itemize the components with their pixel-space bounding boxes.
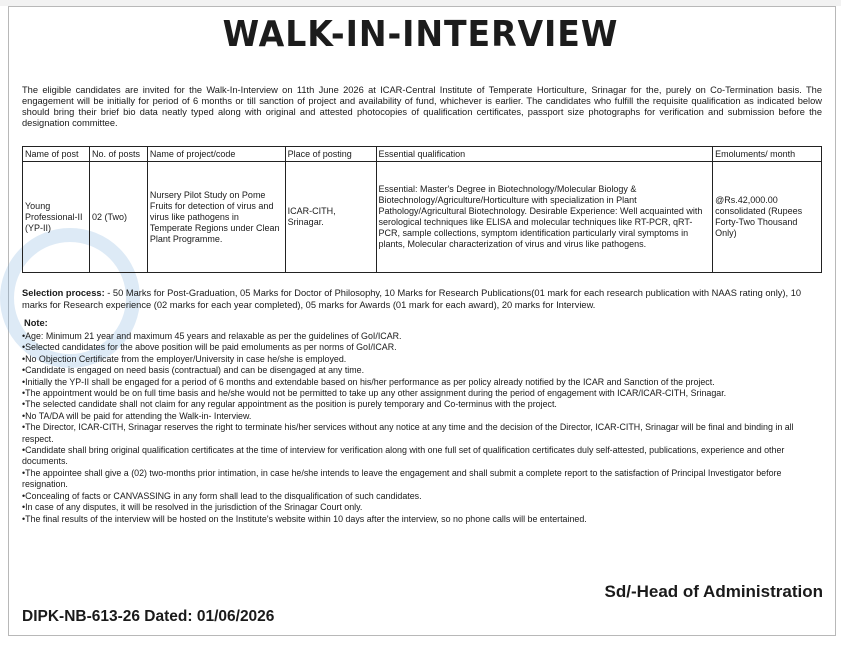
header-project: Name of project/code xyxy=(147,147,285,162)
header-emoluments: Emoluments/ month xyxy=(713,147,822,162)
note-label: Note: xyxy=(24,318,48,328)
header-place: Place of posting xyxy=(285,147,376,162)
page-title: WALK-IN-INTERVIEW xyxy=(222,14,619,55)
selection-text: - 50 Marks for Post-Graduation, 05 Marks for Doctor of Philosophy, 10 Marks for Research Publications(01 mark for each research publication with NAAS rating only), 10 marks for Research experience (02 marks for each year completed), 05 marks for Awards (01 mark for each award), 20 marks for Interview. xyxy=(22,288,802,310)
reference-number: DIPK-NB-613-26 Dated: 01/06/2026 xyxy=(22,608,275,625)
list-item: • Selected candidates for the above position will be paid emoluments as per norms of GoI/ICAR. xyxy=(22,342,824,353)
list-item: • Age: Minimum 21 year and maximum 45 years and relaxable as per the guidelines of GoI/ICAR. xyxy=(22,331,824,342)
list-item: • The Director, ICAR-CITH, Srinagar reserves the right to terminate his/her services without any notice at any time and the decision of the Director, ICAR-CITH, Srinagar will be final and binding in all respect. xyxy=(22,422,824,445)
list-item: • In case of any disputes, it will be resolved in the jurisdiction of the Srinagar Court only. xyxy=(22,502,824,513)
signature: Sd/-Head of Administration xyxy=(604,582,823,601)
list-item: • The appointee shall give a (02) two-months prior intimation, in case he/she intends to leave the engagement and shall submit a complete report to the satisfaction of Principal Investigator before resignation. xyxy=(22,468,824,491)
header-qualification: Essential qualification xyxy=(376,147,713,162)
list-item: • Candidate shall bring original qualification certificates at the time of interview for verification along with one full set of qualification certificates duly self-attested, publications, experience and other documents. xyxy=(22,445,824,468)
table-row xyxy=(23,162,822,273)
list-item: • Initially the YP-II shall be engaged for a period of 6 months and extendable based on his/her performance as per policy already notified by the ICAR and Sanction of the project. xyxy=(22,377,824,388)
cell-emoluments: @Rs.42,000.00 consolidated (Rupees Forty-Two Thousand Only) xyxy=(713,162,822,273)
notes-list xyxy=(22,331,824,525)
header-name-of-post: Name of post xyxy=(23,147,90,162)
list-item: • Candidate is engaged on need basis (contractual) and can be disengaged at any time. xyxy=(22,365,824,376)
list-item: • The selected candidate shall not claim for any regular appointment as the position is purely temporary and Co-terminus with the project. xyxy=(22,399,824,410)
posts-table xyxy=(22,146,822,273)
list-item: • The appointment would be on full time basis and he/she would not be permitted to take up any other assignment during the period of engagement with ICAR/ICAR-CITH, Srinagar. xyxy=(22,388,824,399)
intro-paragraph: The eligible candidates are invited for the Walk-In-Interview on 11th June 2026 at ICAR-Central Institute of Temperate Horticulture, Srinagar for the, purely on Co-Termination basis. The engagement will be initially for period of 6 months or till sanction of project and availability of fund, whichever is earlier. The candidates who fulfill the requisite qualification as indicated below should bring their brief bio data neatly typed along with original and attested photocopies of qualification certificates, passport size photographs for verification and submission before the designation committee. xyxy=(22,85,822,128)
header-no-of-posts: No. of posts xyxy=(89,147,147,162)
list-item: • The final results of the interview will be hosted on the Institute's website within 10 days after the interview, so no phone calls will be entertained. xyxy=(22,514,824,525)
cell-place: ICAR-CITH, Srinagar. xyxy=(285,162,376,273)
cell-qualification: Essential: Master's Degree in Biotechnology/Molecular Biology & Biotechnology/Agriculture/Horticulture with specialization in Plant Pathology/Agricultural Biotechnology. Desirable Experience: Well acquainted with serological techniques like ELISA and molecular techniques like RT-PCR, qRT-PCR, sample collections, symptom identification particularly viral symptoms in plants, Molecular characterization of virus and virus like pathogens. xyxy=(376,162,713,273)
list-item: • No Objection Certificate from the employer/University in case he/she is employed. xyxy=(22,354,824,365)
selection-process xyxy=(22,287,822,311)
list-item: • No TA/DA will be paid for attending the Walk-in- Interview. xyxy=(22,411,824,422)
cell-posts-count: 02 (Two) xyxy=(89,162,147,273)
selection-label: Selection process: xyxy=(22,288,105,298)
cell-post: Young Professional-II (YP-II) xyxy=(23,162,90,273)
cell-project: Nursery Pilot Study on Pome Fruits for detection of virus and virus like pathogens in Temperate Regions under Clean Plant Programme. xyxy=(147,162,285,273)
list-item: • Concealing of facts or CANVASSING in any form shall lead to the disqualification of such candidates. xyxy=(22,491,824,502)
table-header-row xyxy=(23,147,822,162)
